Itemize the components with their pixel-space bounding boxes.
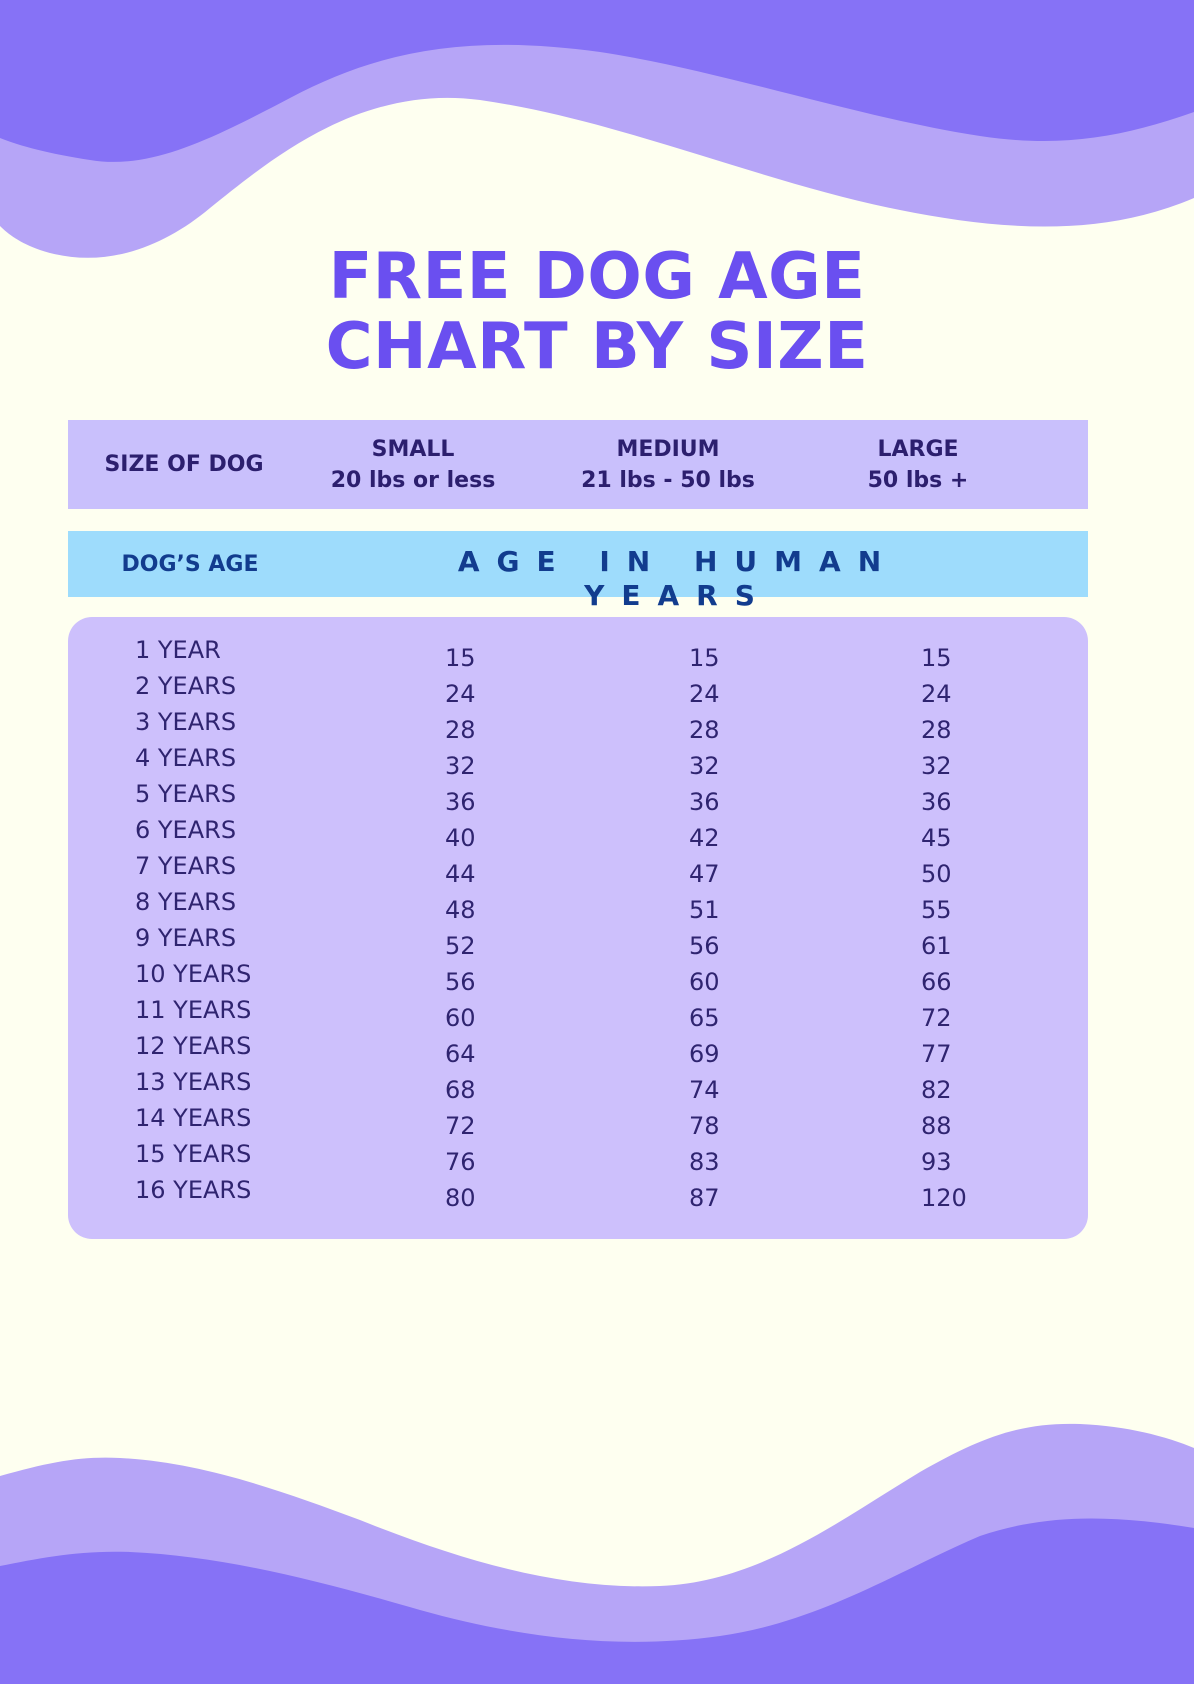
bottom-wave-decoration	[0, 1410, 1194, 1684]
medium-dog-human-years-cell: 60	[689, 968, 720, 996]
size-range-small: 20 lbs or less	[330, 468, 496, 493]
age-cell: 13 YEARS	[135, 1068, 252, 1096]
age-cell: 14 YEARS	[135, 1104, 252, 1132]
large-dog-human-years-cell: 120	[921, 1184, 967, 1212]
large-dog-human-years-cell: 36	[921, 788, 952, 816]
age-cell: 16 YEARS	[135, 1176, 252, 1204]
small-dog-human-years-cell: 64	[445, 1040, 476, 1068]
medium-dog-human-years-cell: 24	[689, 680, 720, 708]
medium-dog-human-years-cell: 87	[689, 1184, 720, 1212]
size-name-large: LARGE	[877, 437, 959, 462]
table-row	[68, 995, 1088, 1031]
small-dog-human-years-cell: 36	[445, 788, 476, 816]
small-dog-human-years-cell: 76	[445, 1148, 476, 1176]
dogs-age-label: DOG’S AGE	[121, 552, 259, 577]
small-dog-human-years-cell: 60	[445, 1004, 476, 1032]
large-dog-human-years-cell: 77	[921, 1040, 952, 1068]
medium-dog-human-years-cell: 36	[689, 788, 720, 816]
large-dog-human-years-cell: 32	[921, 752, 952, 780]
medium-dog-human-years-cell: 65	[689, 1004, 720, 1032]
table-row	[68, 1139, 1088, 1175]
large-dog-human-years-cell: 55	[921, 896, 952, 924]
table-row	[68, 671, 1088, 707]
large-dog-human-years-cell: 66	[921, 968, 952, 996]
medium-dog-human-years-cell: 28	[689, 716, 720, 744]
page-title	[0, 242, 1194, 382]
age-cell: 4 YEARS	[135, 744, 237, 772]
table-row	[68, 851, 1088, 887]
medium-dog-human-years-cell: 15	[689, 644, 720, 672]
table-row	[68, 1031, 1088, 1067]
table-row	[68, 1067, 1088, 1103]
table-row	[68, 779, 1088, 815]
small-dog-human-years-cell: 72	[445, 1112, 476, 1140]
small-dog-human-years-cell: 32	[445, 752, 476, 780]
age-cell: 6 YEARS	[135, 816, 237, 844]
table-row	[68, 743, 1088, 779]
top-wave-decoration	[0, 0, 1194, 270]
size-of-dog-label: SIZE OF DOG	[104, 452, 264, 477]
large-dog-human-years-cell: 28	[921, 716, 952, 744]
small-dog-human-years-cell: 56	[445, 968, 476, 996]
medium-dog-human-years-cell: 42	[689, 824, 720, 852]
medium-dog-human-years-cell: 83	[689, 1148, 720, 1176]
size-name-medium: MEDIUM	[616, 437, 720, 462]
size-range-medium: 21 lbs - 50 lbs	[581, 468, 755, 493]
small-dog-human-years-cell: 28	[445, 716, 476, 744]
small-dog-human-years-cell: 24	[445, 680, 476, 708]
small-dog-human-years-cell: 44	[445, 860, 476, 888]
table-row	[68, 815, 1088, 851]
large-dog-human-years-cell: 45	[921, 824, 952, 852]
small-dog-human-years-cell: 68	[445, 1076, 476, 1104]
age-cell: 11 YEARS	[135, 996, 252, 1024]
age-cell: 9 YEARS	[135, 924, 237, 952]
small-dog-human-years-cell: 52	[445, 932, 476, 960]
age-table-rows	[68, 635, 1088, 1211]
table-row	[68, 959, 1088, 995]
age-cell: 12 YEARS	[135, 1032, 252, 1060]
age-table	[68, 617, 1088, 1239]
size-range-large: 50 lbs +	[867, 468, 969, 493]
medium-dog-human-years-cell: 32	[689, 752, 720, 780]
size-column-medium	[538, 434, 798, 496]
large-dog-human-years-cell: 15	[921, 644, 952, 672]
large-dog-human-years-cell: 72	[921, 1004, 952, 1032]
large-dog-human-years-cell: 61	[921, 932, 952, 960]
large-dog-human-years-cell: 93	[921, 1148, 952, 1176]
age-cell: 3 YEARS	[135, 708, 237, 736]
size-column-large	[818, 434, 1018, 496]
size-name-small: SMALL	[371, 437, 455, 462]
large-dog-human-years-cell: 24	[921, 680, 952, 708]
table-row	[68, 707, 1088, 743]
medium-dog-human-years-cell: 78	[689, 1112, 720, 1140]
medium-dog-human-years-cell: 47	[689, 860, 720, 888]
large-dog-human-years-cell: 88	[921, 1112, 952, 1140]
medium-dog-human-years-cell: 74	[689, 1076, 720, 1104]
table-row	[68, 923, 1088, 959]
age-header-bar	[68, 531, 1088, 612]
age-cell: 1 YEAR	[135, 636, 221, 664]
table-row	[68, 1103, 1088, 1139]
small-dog-human-years-cell: 48	[445, 896, 476, 924]
medium-dog-human-years-cell: 56	[689, 932, 720, 960]
age-cell: 15 YEARS	[135, 1140, 252, 1168]
table-row	[68, 887, 1088, 923]
age-cell: 5 YEARS	[135, 780, 237, 808]
table-row	[68, 635, 1088, 671]
large-dog-human-years-cell: 50	[921, 860, 952, 888]
title-line-1: FREE DOG AGE	[328, 240, 866, 314]
size-column-small	[300, 434, 526, 496]
age-cell: 7 YEARS	[135, 852, 237, 880]
age-cell: 2 YEARS	[135, 672, 237, 700]
human-years-label: AGE IN HUMAN YEARS	[457, 545, 899, 612]
medium-dog-human-years-cell: 69	[689, 1040, 720, 1068]
title-line-2: CHART BY SIZE	[325, 310, 869, 384]
small-dog-human-years-cell: 80	[445, 1184, 476, 1212]
small-dog-human-years-cell: 40	[445, 824, 476, 852]
small-dog-human-years-cell: 15	[445, 644, 476, 672]
table-row	[68, 1175, 1088, 1211]
size-of-dog-header	[68, 420, 1088, 509]
age-cell: 8 YEARS	[135, 888, 237, 916]
large-dog-human-years-cell: 82	[921, 1076, 952, 1104]
age-cell: 10 YEARS	[135, 960, 252, 988]
medium-dog-human-years-cell: 51	[689, 896, 720, 924]
